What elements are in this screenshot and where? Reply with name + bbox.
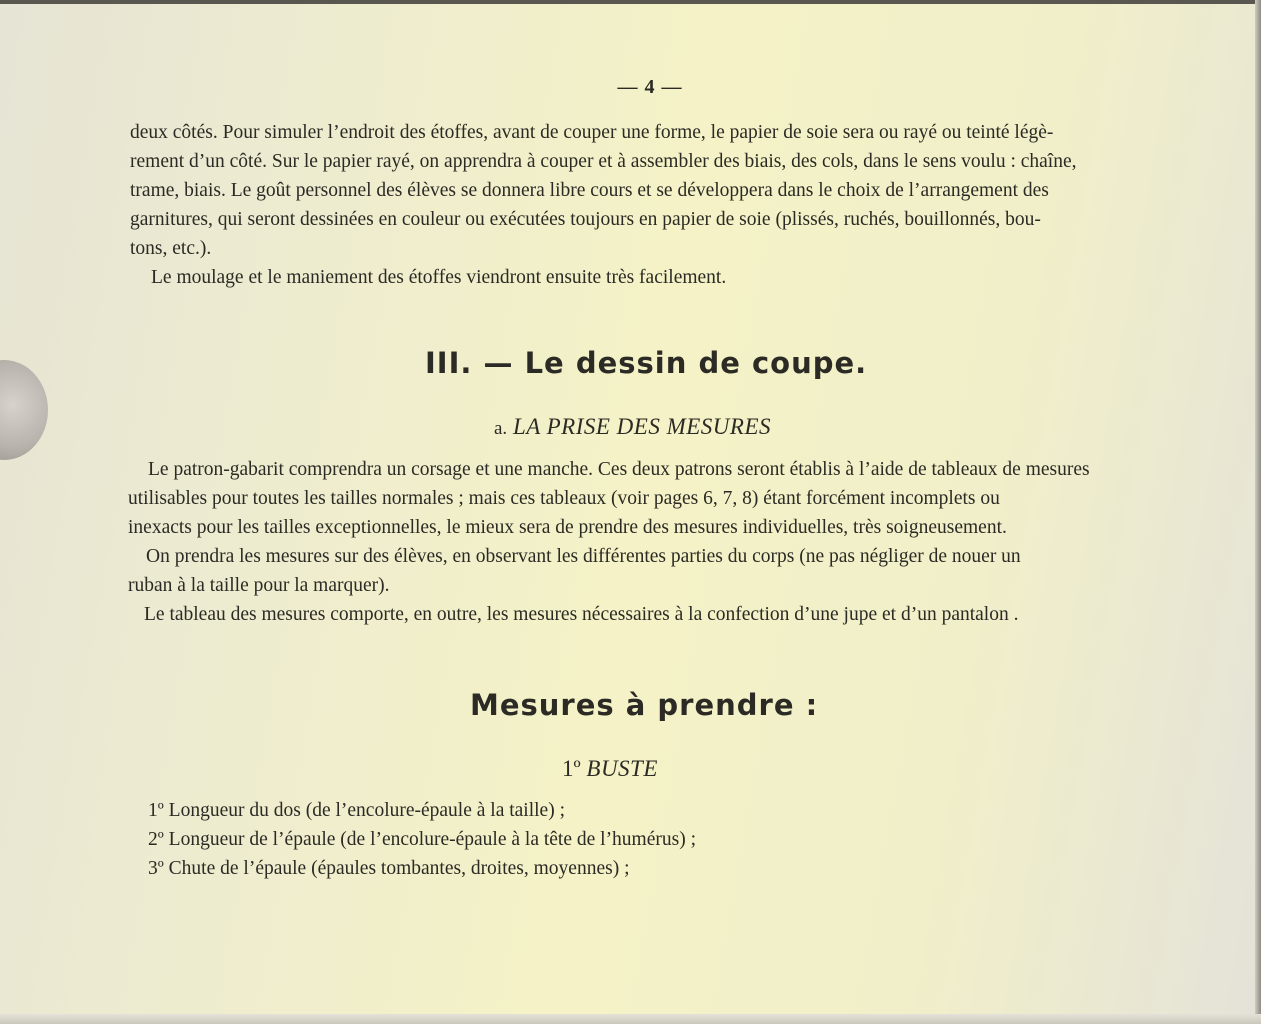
section-title: III. — Le dessin de coupe. bbox=[425, 346, 868, 380]
buste-heading bbox=[562, 756, 658, 782]
intro-line: garnitures, qui seront dessinées en couleur ou exécutées toujours en papier de soie (plissés, ruchés, bouillonnés, bou- bbox=[130, 209, 1041, 230]
page-top-edge bbox=[0, 0, 1261, 4]
paragraph-line: utilisables pour toutes les tailles normales ; mais ces tableaux (voir pages 6, 7, 8) étant forcément incomplets ou bbox=[128, 488, 1000, 509]
measurement-item: 1º Longueur du dos (de l’encolure-épaule à la taille) ; bbox=[148, 800, 566, 821]
measures-paragraph bbox=[128, 455, 1168, 629]
thumb-shadow bbox=[0, 360, 48, 460]
mesures-title: Mesures à prendre : bbox=[470, 688, 819, 722]
paragraph-line: Le patron-gabarit comprendra un corsage et une manche. Ces deux patrons seront établis à l’aide de tableaux de mesures bbox=[148, 459, 1090, 480]
paragraph-line: ruban à la taille pour la marquer). bbox=[128, 575, 390, 596]
measurement-item: 2º Longueur de l’épaule (de l’encolure-épaule à la tête de l’humérus) ; bbox=[148, 829, 696, 850]
intro-line: tons, etc.). bbox=[130, 238, 212, 259]
subsection-heading bbox=[494, 414, 771, 440]
subsection-title: LA PRISE DES MESURES bbox=[512, 414, 771, 439]
paragraph-line: inexacts pour les tailles exceptionnelles, le mieux sera de prendre des mesures individuelles, très soigneusement. bbox=[128, 517, 1007, 538]
measurement-item: 3º Chute de l’épaule (épaules tombantes, droites, moyennes) ; bbox=[148, 858, 630, 879]
page-right-edge bbox=[1255, 0, 1261, 1024]
buste-title: BUSTE bbox=[586, 756, 658, 781]
intro-closing-line: Le moulage et le maniement des étoffes viendront ensuite très facilement. bbox=[151, 267, 727, 288]
page-number: — 4 — bbox=[617, 76, 683, 98]
intro-line: trame, biais. Le goût personnel des élèves se donnera libre cours et se développera dans le choix de l’arrangement des bbox=[130, 180, 1049, 201]
buste-number: 1º bbox=[562, 756, 581, 781]
intro-line: deux côtés. Pour simuler l’endroit des étoffes, avant de couper une forme, le papier de soie sera ou rayé ou teinté légè- bbox=[130, 122, 1054, 143]
measurement-list bbox=[148, 796, 696, 883]
page-bottom-edge bbox=[0, 1014, 1261, 1024]
paragraph-line: Le tableau des mesures comporte, en outre, les mesures nécessaires à la confection d’une jupe et d’un pantalon . bbox=[144, 604, 1019, 625]
intro-paragraph bbox=[130, 118, 1182, 292]
paragraph-line: On prendra les mesures sur des élèves, en observant les différentes parties du corps (ne pas négliger de nouer un bbox=[146, 546, 1021, 567]
subsection-prefix: a. bbox=[494, 418, 508, 439]
intro-line: rement d’un côté. Sur le papier rayé, on apprendra à couper et à assembler des biais, des cols, dans le sens voulu : chaîne, bbox=[130, 151, 1077, 172]
